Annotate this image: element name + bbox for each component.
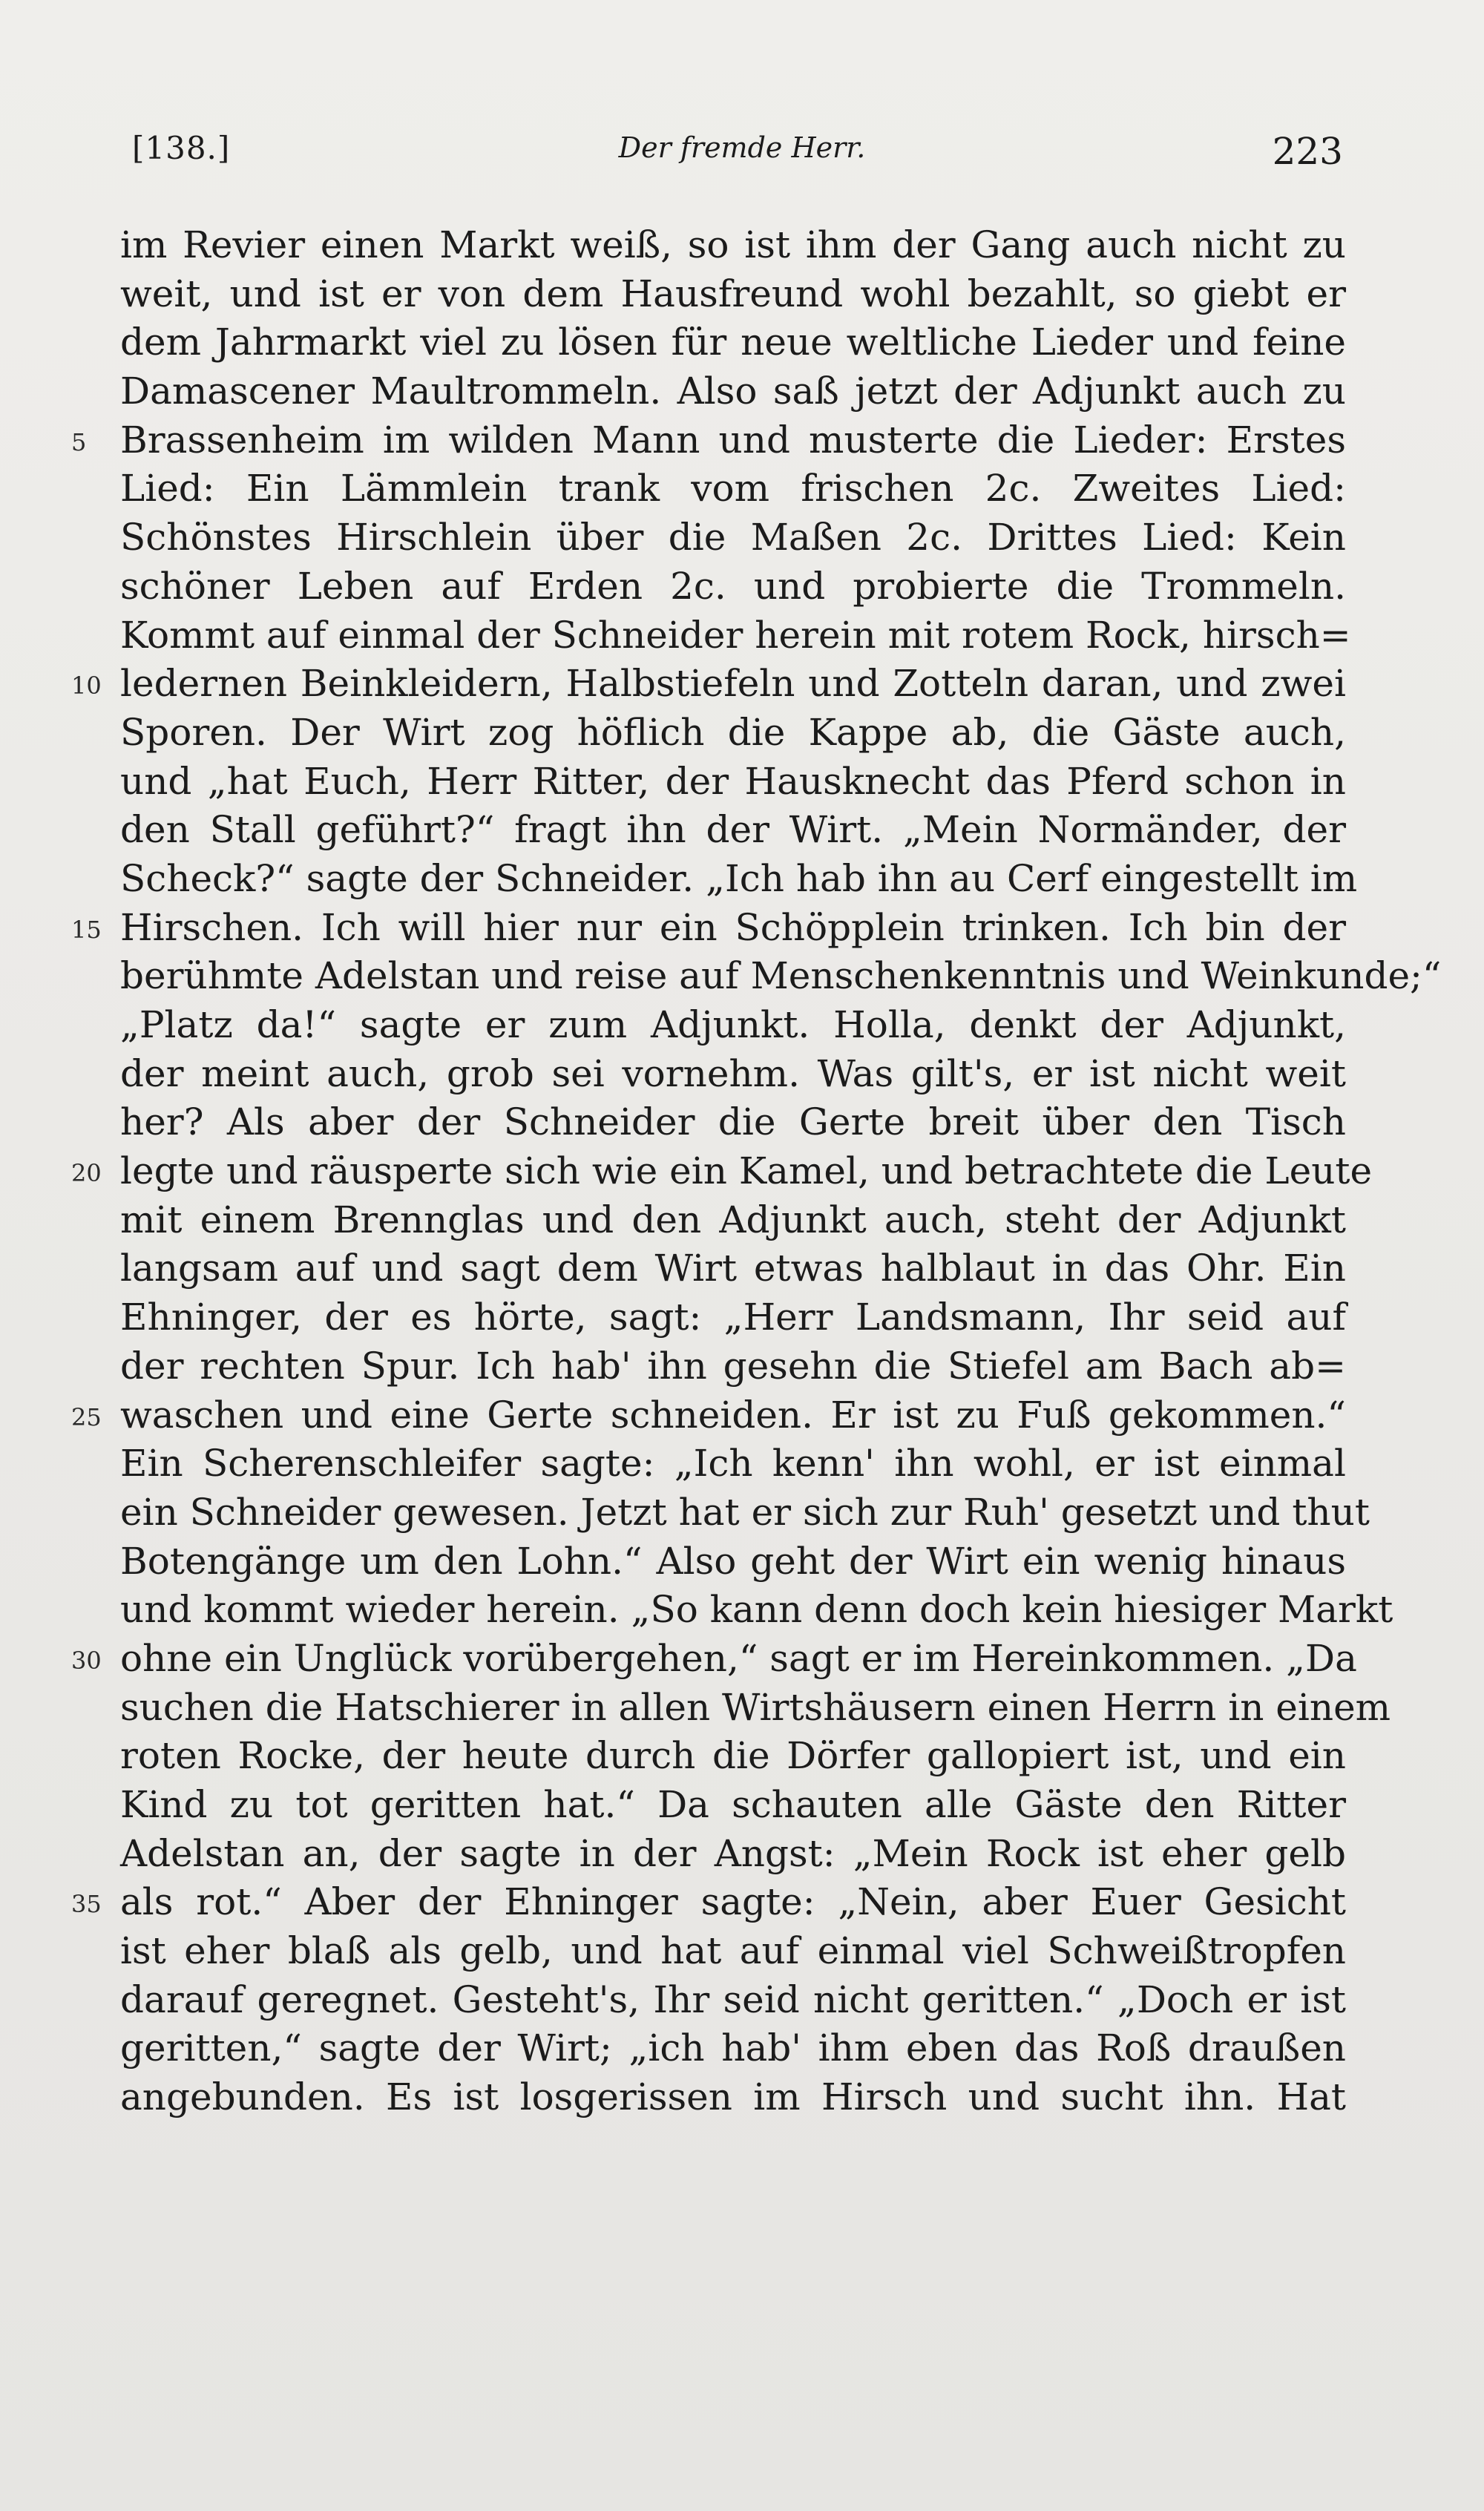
line-text: ohne ein Unglück vorübergehen,“ sagt er im Hereinkommen. „Da bbox=[120, 1636, 1357, 1680]
line-text: den Stall geführt?“ fragt ihn der Wirt. „Mein Normänder, der bbox=[120, 808, 1346, 852]
line-text: ein Schneider gewesen. Jetzt hat er sich zur Ruh' gesetzt und thut bbox=[120, 1490, 1370, 1534]
body-text bbox=[71, 221, 1442, 2122]
text-line bbox=[120, 1830, 1346, 1879]
text-line bbox=[120, 1196, 1346, 1245]
text-line bbox=[120, 221, 1346, 270]
text-line bbox=[120, 270, 1346, 319]
text-line bbox=[120, 1976, 1346, 2025]
text-line bbox=[120, 709, 1346, 758]
text-line bbox=[120, 1488, 1370, 1537]
line-text: im Revier einen Markt weiß, so ist ihm der Gang auch nicht zu bbox=[120, 223, 1346, 266]
line-text: Damascener Maultrommeln. Also saß jetzt der Adjunkt auch zu bbox=[120, 370, 1346, 413]
line-number: 30 bbox=[71, 1646, 102, 1675]
line-text: Kommt auf einmal der Schneider herein mit rotem Rock, hirsch= bbox=[120, 613, 1351, 657]
signature-mark: [138.] bbox=[132, 130, 231, 166]
text-line bbox=[120, 806, 1346, 855]
line-text: als rot.“ Aber der Ehninger sagte: „Nein, aber Euer Gesicht bbox=[120, 1880, 1346, 1924]
text-line bbox=[71, 1391, 1346, 1440]
line-number: 15 bbox=[71, 915, 102, 944]
line-number: 20 bbox=[71, 1159, 102, 1188]
line-text: berühmte Adelstan und reise auf Menschenkenntnis und Weinkunde;“ bbox=[120, 954, 1442, 998]
line-text: schöner Leben auf Erden 2c. und probierte die Trommeln. bbox=[120, 564, 1346, 608]
line-text: angebunden. Es ist losgerissen im Hirsch und sucht ihn. Hat bbox=[120, 2075, 1346, 2119]
line-text: Sporen. Der Wirt zog höflich die Kappe ab, die Gäste auch, bbox=[120, 710, 1346, 754]
text-line bbox=[120, 1440, 1346, 1488]
line-text: legte und räusperte sich wie ein Kamel, und betrachtete die Leute bbox=[120, 1149, 1373, 1193]
line-text: suchen die Hatschierer in allen Wirtshäusern einen Herrn in einem bbox=[120, 1685, 1391, 1729]
text-line bbox=[120, 513, 1346, 562]
running-title: Der fremde Herr. bbox=[618, 131, 866, 164]
line-text: Scheck?“ sagte der Schneider. „Ich hab ihn au Cerf eingestellt im bbox=[120, 856, 1358, 900]
text-line bbox=[71, 904, 1346, 953]
text-line bbox=[120, 2024, 1346, 2073]
line-text: geritten,“ sagte der Wirt; „ich hab' ihm eben das Roß draußen bbox=[120, 2026, 1346, 2070]
line-text: ledernen Beinkleidern, Halbstiefeln und Zotteln daran, und zwei bbox=[120, 662, 1346, 706]
line-text: roten Rocke, der heute durch die Dörfer gallopiert ist, und ein bbox=[120, 1734, 1346, 1778]
line-text: Schönstes Hirschlein über die Maßen 2c. Drittes Lied: Kein bbox=[120, 516, 1346, 559]
line-text: mit einem Brennglas und den Adjunkt auch, steht der Adjunkt bbox=[120, 1198, 1346, 1241]
line-number: 5 bbox=[71, 427, 87, 456]
text-line bbox=[120, 1537, 1346, 1586]
text-line bbox=[120, 952, 1442, 1001]
line-text: Hirschen. Ich will hier nur ein Schöpplein trinken. Ich bin der bbox=[120, 905, 1346, 949]
text-line bbox=[120, 1684, 1391, 1733]
text-line bbox=[120, 465, 1346, 513]
line-text: ist eher blaß als gelb, und hat auf einmal viel Schweißtropfen bbox=[120, 1929, 1346, 1973]
text-line bbox=[120, 1586, 1393, 1635]
line-text: und kommt wieder herein. „So kann denn doch kein hiesiger Markt bbox=[120, 1588, 1393, 1632]
line-text: langsam auf und sagt dem Wirt etwas halblaut in das Ohr. Ein bbox=[120, 1247, 1346, 1290]
line-text: waschen und eine Gerte schneiden. Er ist zu Fuß gekommen.“ bbox=[120, 1393, 1346, 1437]
line-number: 25 bbox=[71, 1402, 102, 1431]
text-line bbox=[120, 1927, 1346, 1976]
text-line bbox=[120, 1342, 1346, 1391]
text-line bbox=[120, 758, 1346, 807]
page-number: 223 bbox=[1272, 130, 1343, 173]
line-text: Lied: Ein Lämmlein trank vom frischen 2c. Zweites Lied: bbox=[120, 467, 1346, 511]
text-line bbox=[71, 1635, 1357, 1684]
line-text: Adelstan an, der sagte in der Angst: „Mein Rock ist eher gelb bbox=[120, 1831, 1346, 1875]
line-text: dem Jahrmarkt viel zu lösen für neue weltliche Lieder und feine bbox=[120, 321, 1346, 364]
text-line bbox=[120, 1244, 1346, 1293]
text-line bbox=[120, 1781, 1346, 1830]
text-line bbox=[120, 562, 1346, 611]
line-text: Kind zu tot geritten hat.“ Da schauten alle Gäste den Ritter bbox=[120, 1783, 1346, 1826]
line-text: weit, und ist er von dem Hausfreund wohl bezahlt, so giebt er bbox=[120, 272, 1346, 315]
line-text: her? Als aber der Schneider die Gerte breit über den Tisch bbox=[120, 1100, 1346, 1144]
line-text: Brassenheim im wilden Mann und musterte die Lieder: Erstes bbox=[120, 418, 1346, 462]
text-line bbox=[120, 1098, 1346, 1147]
line-text: Botengänge um den Lohn.“ Also geht der Wirt ein wenig hinaus bbox=[120, 1539, 1346, 1583]
line-text: darauf geregnet. Gesteht's, Ihr seid nicht geritten.“ „Doch er ist bbox=[120, 1977, 1346, 2021]
line-text: der rechten Spur. Ich hab' ihn gesehn die Stiefel am Bach ab= bbox=[120, 1344, 1346, 1388]
text-line bbox=[71, 660, 1346, 709]
text-line bbox=[120, 1001, 1346, 1050]
text-line bbox=[120, 1293, 1346, 1342]
text-line bbox=[120, 855, 1358, 904]
line-text: Ehninger, der es hörte, sagt: „Herr Landsmann, Ihr seid auf bbox=[120, 1296, 1346, 1339]
text-line bbox=[120, 1050, 1346, 1099]
line-text: und „hat Euch, Herr Ritter, der Hausknecht das Pferd schon in bbox=[120, 759, 1346, 803]
text-line bbox=[120, 318, 1346, 367]
line-text: Ein Scherenschleifer sagte: „Ich kenn' ihn wohl, er ist einmal bbox=[120, 1442, 1346, 1486]
page-header bbox=[0, 130, 1484, 189]
line-number: 35 bbox=[71, 1890, 102, 1919]
text-line bbox=[120, 611, 1351, 660]
text-line bbox=[120, 1732, 1346, 1781]
text-line bbox=[71, 416, 1346, 465]
text-line bbox=[120, 2073, 1346, 2122]
line-text: „Platz da!“ sagte er zum Adjunkt. Holla, denkt der Adjunkt, bbox=[120, 1003, 1346, 1046]
text-line bbox=[71, 1147, 1373, 1196]
line-number: 10 bbox=[71, 672, 102, 700]
text-line bbox=[71, 1878, 1346, 1927]
text-line bbox=[120, 367, 1346, 416]
line-text: der meint auch, grob sei vornehm. Was gilt's, er ist nicht weit bbox=[120, 1051, 1346, 1095]
